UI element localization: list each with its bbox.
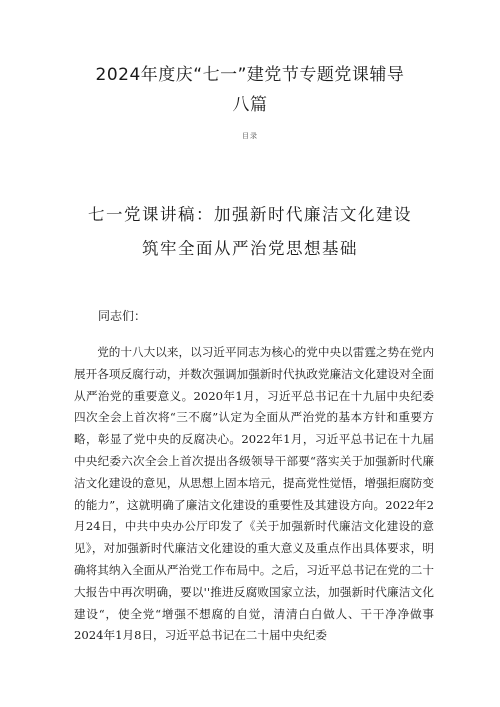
toc-label: 目录 (242, 132, 258, 140)
document-title (60, 60, 440, 120)
body-paragraph: 党的十八大以来，以习近平同志为核心的党中央以雷霆之势在党内展开各项反腐行动，并数次强调加强新时代执政党廉洁文化建设对全面从严治党的重要意义。2020年1月，习近平总书记在十九届中央纪委四次全会上首次将“三不腐”认定为全面从严治党的基本方针和重要方略，彰显了党中央的反腐决心。2022年1月，习近平总书记在十九届中央纪委六次全会上首次提出各级领导干部要“落实关于加强新时代廉洁文化建设的意见，从思想上固本培元，提高党性觉悟，增强拒腐防变的能力”，这就明确了廉洁文化建设的重要性及其建设方向。2022年2月24日，中共中央办公厅印发了《关于加强新时代廉洁文化建设的意见》，对加强新时代廉洁文化建设的重大意义及重点作出具体要求，明确将其纳入全面从严治党工作布局中。之后，习近平总书记在党的二十大报告中再次明确，要以''推进反腐败国家立法，加强新时代廉洁文化建设“，使全党“增强不想腐的自觉，清清白白做人、干干净净做事2024年1月8日，习近平总书记在二十届中央纪委 (74, 345, 434, 643)
document-title-line2: 八篇 (232, 95, 268, 115)
section-title (60, 198, 440, 266)
section-title-line1: 七一党课讲稿：加强新时代廉洁文化建设 (88, 205, 412, 224)
document-title-line1: 2024年度庆“七一”建党节专题党课辅导 (95, 65, 405, 85)
section-title-line2: 筑牢全面从严治党思想基础 (142, 239, 358, 258)
greeting: 同志们： (98, 309, 147, 323)
